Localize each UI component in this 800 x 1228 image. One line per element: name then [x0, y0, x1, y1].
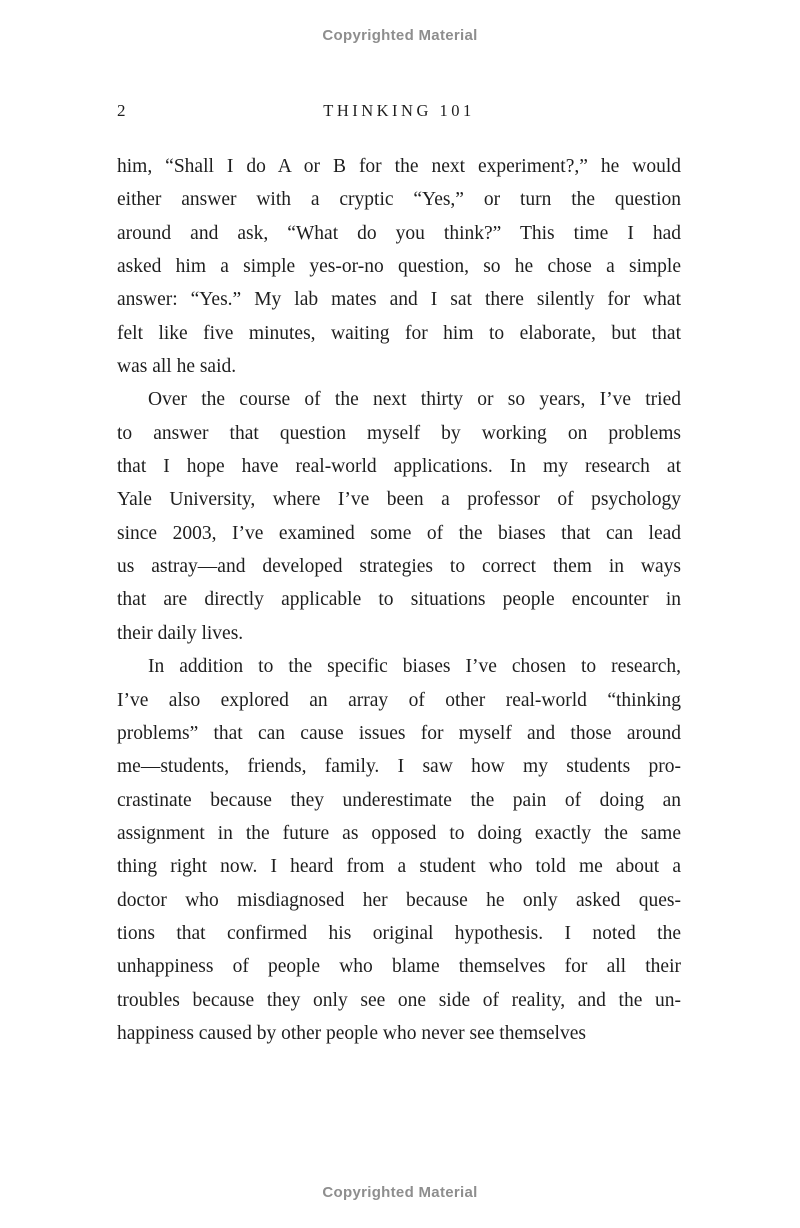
text-line: to answer that question myself by working on problems	[117, 422, 681, 444]
text-line: Over the course of the next thirty or so years, I’ve tried	[148, 389, 681, 411]
text-line: that are directly applicable to situations people encounter in	[117, 589, 681, 611]
text-line: either answer with a cryptic “Yes,” or turn the question	[117, 189, 681, 211]
body-text	[117, 150, 681, 1050]
text-line: me—students, friends, family. I saw how my students pro-	[117, 756, 681, 778]
text-line: crastinate because they underestimate the pain of doing an	[117, 789, 681, 811]
text-line: happiness caused by other people who never see themselves	[117, 1022, 586, 1044]
text-line: doctor who misdiagnosed her because he only asked ques-	[117, 889, 681, 911]
text-line: In addition to the specific biases I’ve chosen to research,	[148, 656, 681, 678]
copyright-watermark-top: Copyrighted Material	[322, 27, 478, 44]
text-line: their daily lives.	[117, 622, 244, 644]
text-line: Yale University, where I’ve been a professor of psychology	[117, 489, 681, 511]
text-line: troubles because they only see one side of reality, and the un-	[117, 989, 681, 1011]
copyright-watermark-bottom: Copyrighted Material	[322, 1184, 478, 1201]
text-line: that I hope have real-world applications. In my research at	[117, 456, 681, 478]
text-line: him, “Shall I do A or B for the next experiment?,” he would	[117, 156, 681, 177]
running-title: THINKING 101	[323, 101, 475, 120]
text-line: problems” that can cause issues for myself and those around	[117, 722, 681, 744]
text-line: tions that confirmed his original hypothesis. I noted the	[117, 922, 681, 944]
text-line: assignment in the future as opposed to doing exactly the same	[117, 822, 681, 844]
text-line: around and ask, “What do you think?” This time I had	[117, 222, 681, 244]
page-header	[117, 101, 681, 123]
text-line: felt like five minutes, waiting for him to elaborate, but that	[117, 322, 681, 344]
text-line: answer: “Yes.” My lab mates and I sat there silently for what	[117, 289, 681, 311]
text-line: I’ve also explored an array of other real-world “thinking	[117, 689, 681, 711]
text-line: thing right now. I heard from a student who told me about a	[117, 856, 681, 878]
text-line: was all he said.	[117, 356, 237, 378]
text-line: us astray—and developed strategies to correct them in ways	[117, 556, 681, 578]
text-line: asked him a simple yes-or-no question, so he chose a simple	[117, 256, 681, 278]
text-line: unhappiness of people who blame themselves for all their	[117, 956, 681, 978]
page-number: 2	[117, 101, 126, 120]
text-line: since 2003, I’ve examined some of the biases that can lead	[117, 522, 681, 544]
